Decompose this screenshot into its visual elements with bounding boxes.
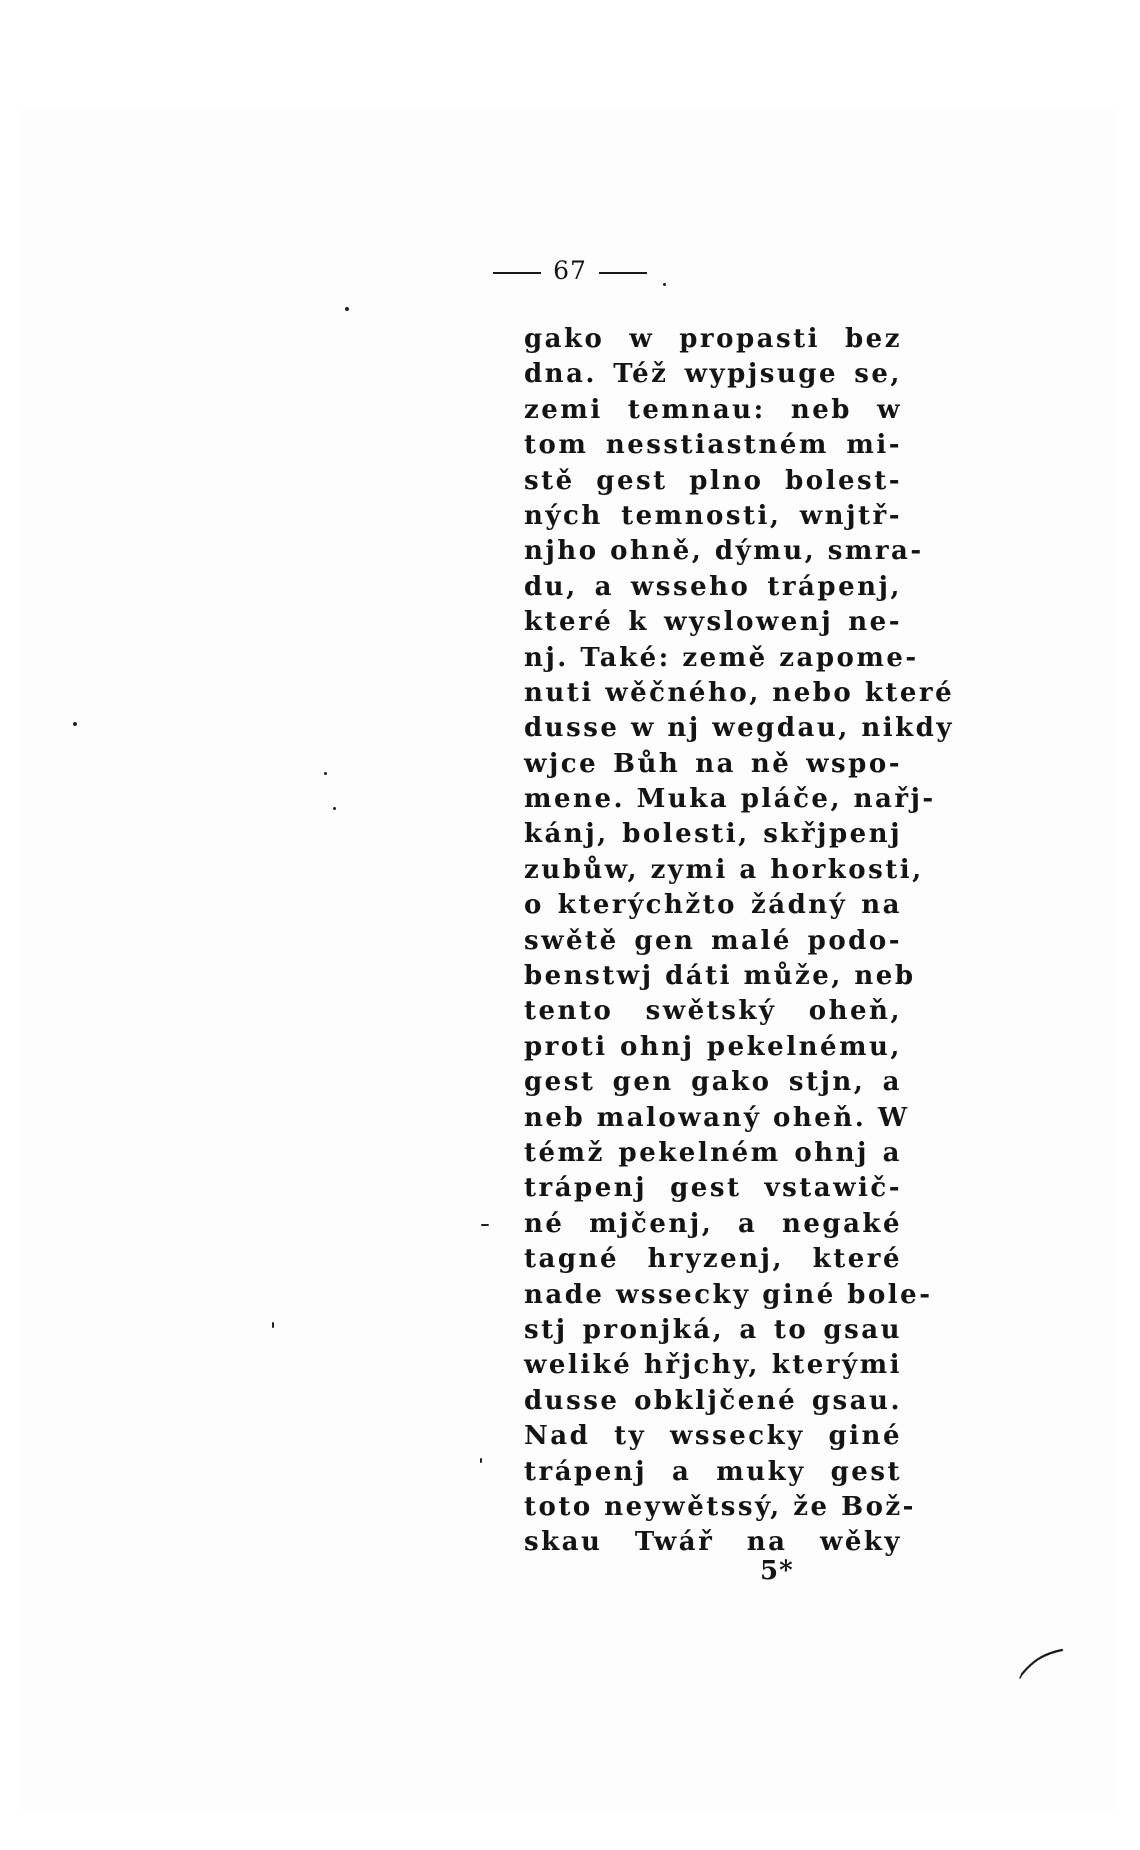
ink-speck	[272, 1322, 274, 1328]
text-line: gako w propasti bez	[524, 324, 902, 354]
text-line: nj. Také: země zapome-	[524, 642, 919, 673]
text-line: kánj, bolesti, skřjpenj	[524, 819, 902, 850]
text-line: zubůw, zymi a horkosti,	[524, 854, 924, 885]
text-line: stě gest plno bolest-	[524, 465, 902, 496]
ink-speck	[345, 307, 349, 311]
ink-speck	[73, 722, 77, 726]
text-line: benstwj dáti může, neb	[524, 961, 916, 992]
ink-speck	[480, 1458, 482, 1463]
ink-speck	[333, 807, 336, 810]
text-line: njho ohně, dýmu, smra-	[524, 536, 924, 567]
header-dash-right	[599, 272, 647, 274]
page-header	[0, 256, 1140, 286]
text-line: tom nesstiastném mi-	[524, 430, 902, 461]
text-line: tento swětský oheň,	[524, 996, 902, 1027]
ink-speck	[481, 1224, 489, 1226]
text-line: skau Twář na wěky	[524, 1527, 902, 1558]
text-line: swětě gen malé podo-	[524, 925, 902, 956]
text-line: né mjčenj, a negaké	[524, 1208, 902, 1239]
text-line: mene. Muka pláče, nařj-	[524, 784, 936, 815]
pen-stroke-mark	[1018, 1640, 1066, 1680]
text-line: trápenj gest vstawič-	[524, 1173, 902, 1204]
text-line: tagné hryzenj, které	[524, 1244, 902, 1275]
text-line: dusse w nj wegdau, nikdy	[524, 713, 954, 744]
page-number: 67	[553, 256, 587, 285]
text-line: které k wyslowenj ne-	[524, 607, 902, 638]
text-line: trápenj a muky gest	[524, 1456, 902, 1487]
text-line: du, a wsseho trápenj,	[524, 571, 902, 602]
text-line: toto neywětssý, že Bož-	[524, 1491, 916, 1522]
text-line: dna. Též wypjsuge se,	[524, 359, 902, 390]
text-line: dusse obkljčené gsau.	[524, 1385, 902, 1416]
header-dash-left	[493, 272, 541, 274]
text-line: wjce Bůh na ně wspo-	[524, 748, 902, 779]
text-line: o kterýchžto žádný na	[524, 890, 902, 921]
text-line: zemi temnau: neb w	[524, 394, 902, 425]
text-line: ných temnosti, wnjtř-	[524, 500, 902, 531]
text-line: gest gen gako stjn, a	[524, 1067, 902, 1098]
body-text-column	[524, 322, 955, 1561]
text-line: nuti wěčného, nebo které	[524, 677, 955, 708]
signature-mark: 5*	[760, 1556, 794, 1586]
ink-speck	[663, 283, 666, 286]
text-line: Nad ty wssecky giné	[524, 1421, 902, 1452]
text-line: stj pronjká, a to gsau	[524, 1314, 902, 1345]
text-line: nade wssecky giné bole-	[524, 1279, 933, 1310]
text-line: weliké hřjchy, kterými	[524, 1350, 902, 1381]
text-line: témž pekelném ohnj a	[524, 1137, 902, 1168]
text-line: proti ohnj pekelnému,	[524, 1031, 902, 1062]
text-line: neb malowaný oheň. W	[524, 1102, 910, 1133]
ink-speck	[324, 772, 327, 775]
